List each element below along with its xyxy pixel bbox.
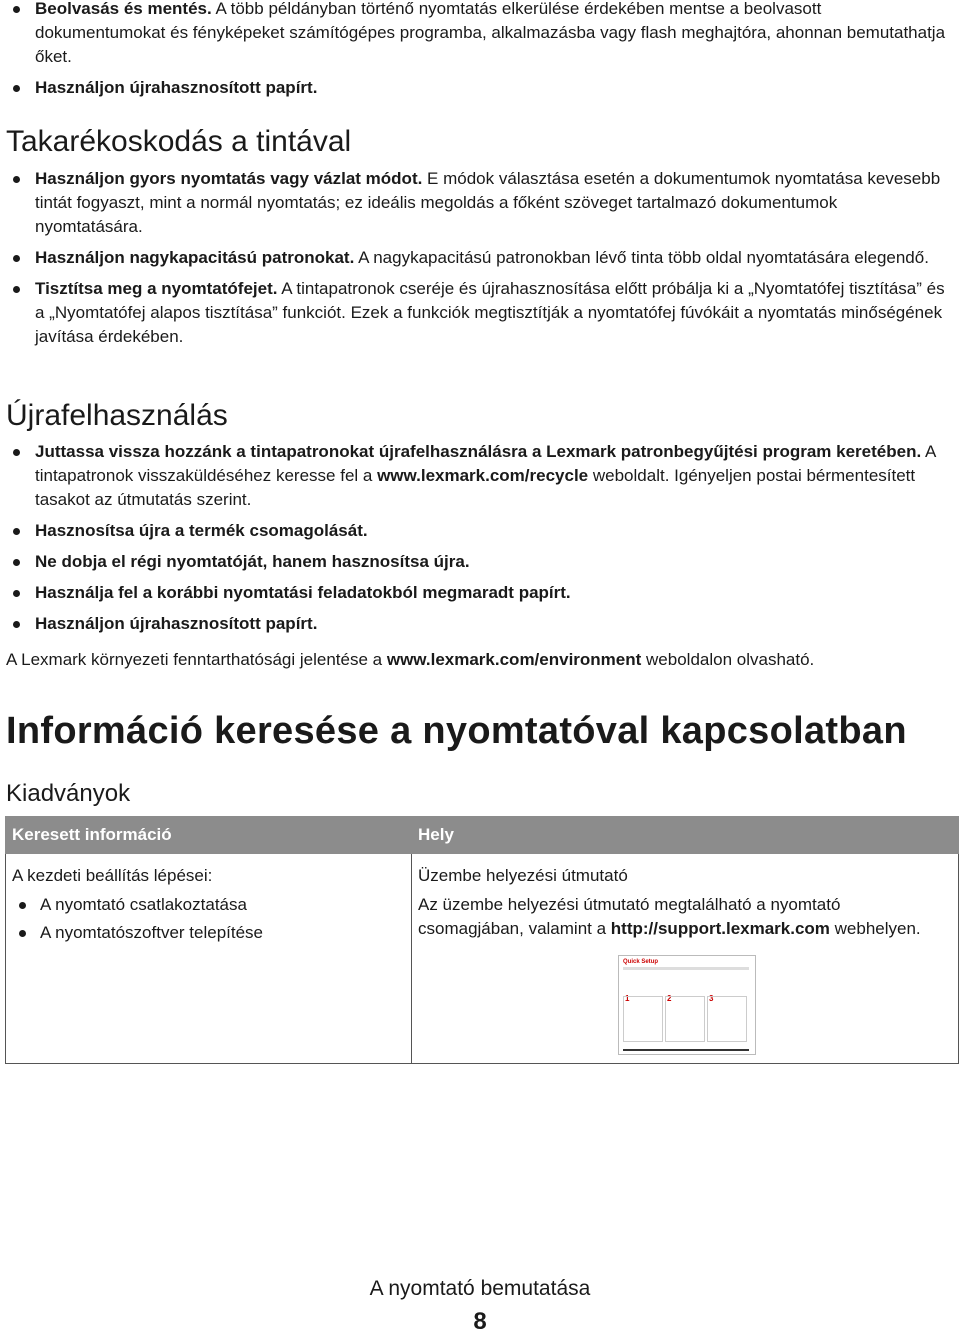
table-row: [6, 854, 959, 1064]
ink-bullet-list: [6, 167, 946, 356]
intro-bullet-list: [6, 0, 946, 107]
table-header-cell: Hely: [412, 817, 959, 854]
publications-subheading: Kiadványok: [6, 780, 131, 807]
table-cell: A kezdeti beállítás lépései: A nyomtató csatlakoztatása A nyomtatószoftver telepítése: [6, 854, 412, 1064]
table-cell: Üzembe helyezési útmutató Az üzembe helyezési útmutató megtalálható a nyomtató csomagjában, valamint a http://support.lexmark.com webhelyen. Quick Setup 1 2 3: [412, 854, 959, 1064]
table-header-cell: Keresett információ: [6, 817, 412, 854]
list-item: A nyomtatószoftver telepítése: [12, 921, 405, 945]
environment-note: A Lexmark környezeti fenntarthatósági jelentése a www.lexmark.com/environment weboldalon olvasható.: [6, 650, 815, 669]
publications-table-wrap: [6, 816, 959, 1064]
setup-steps-list: [12, 893, 405, 945]
list-item: Használjon újrahasznosított papírt.: [6, 76, 946, 100]
list-item: Használja fel a korábbi nyomtatási feladatokból megmaradt papírt.: [6, 581, 946, 605]
list-item: Beolvasás és mentés. A több példányban történő nyomtatás elkerülése érdekében mentse a beolvasott dokumentumokat és fényképeket számítógépes programba, alkalmazásba vagy flash meghajtóra, ahonnan bemutathatja őket.: [6, 0, 946, 69]
list-item: Tisztítsa meg a nyomtatófejet. A tintapatronok cseréje és újrahasznosítása előtt próbálja ki a „Nyomtatófej tisztítása” és a „Nyomtatófej alapos tisztítása” funkciót. Ezek a funkciók megtisztítják a nyomtatófej fúvókáit a nyomtatás minőségének javítása érdekében.: [6, 277, 946, 349]
chapter-title: A nyomtató bemutatása: [369, 1277, 591, 1300]
recycle-link[interactable]: www.lexmark.com/recycle: [377, 466, 589, 485]
list-item: Használjon nagykapacitású patronokat. A nagykapacitású patronokban lévő tinta több oldal nyomtatására elegendő.: [6, 246, 946, 270]
environment-link[interactable]: www.lexmark.com/environment: [386, 650, 642, 669]
list-item: Ne dobja el régi nyomtatóját, hanem hasznosítsa újra.: [6, 550, 946, 574]
list-item: Hasznosítsa újra a termék csomagolását.: [6, 519, 946, 543]
ink-section-heading: Takarékoskodás a tintával: [6, 125, 352, 158]
support-link[interactable]: http://support.lexmark.com: [610, 919, 830, 938]
list-item: Használjon gyors nyomtatás vagy vázlat módot. E módok választása esetén a dokumentumok nyomtatása kevesebb tintát fogyaszt, mint a normál nyomtatás; ez ideális megoldás a főként szöveget tartalmazó dokumentumok nyomtatására.: [6, 167, 946, 239]
list-item: A nyomtató csatlakoztatása: [12, 893, 405, 917]
recycle-bullet-list: [6, 440, 946, 643]
table-header-row: [6, 817, 959, 854]
recycle-section-heading: Újrafelhasználás: [6, 399, 228, 432]
list-item: Használjon újrahasznosított papírt.: [6, 612, 946, 636]
info-section-heading: Információ keresése a nyomtatóval kapcsolatban: [6, 710, 907, 752]
list-item: Juttassa vissza hozzánk a tintapatronokat újrafelhasználásra a Lexmark patronbegyűjtési program keretében. A tintapatronok visszaküldéséhez keresse fel a www.lexmark.com/recycle weboldalt. Igényeljen postai bérmentesített tasakot az útmutatás szerint.: [6, 440, 946, 512]
quick-setup-thumbnail: Quick Setup 1 2 3: [618, 955, 756, 1055]
publications-table: [5, 816, 959, 1064]
page-number: 8: [473, 1308, 487, 1335]
